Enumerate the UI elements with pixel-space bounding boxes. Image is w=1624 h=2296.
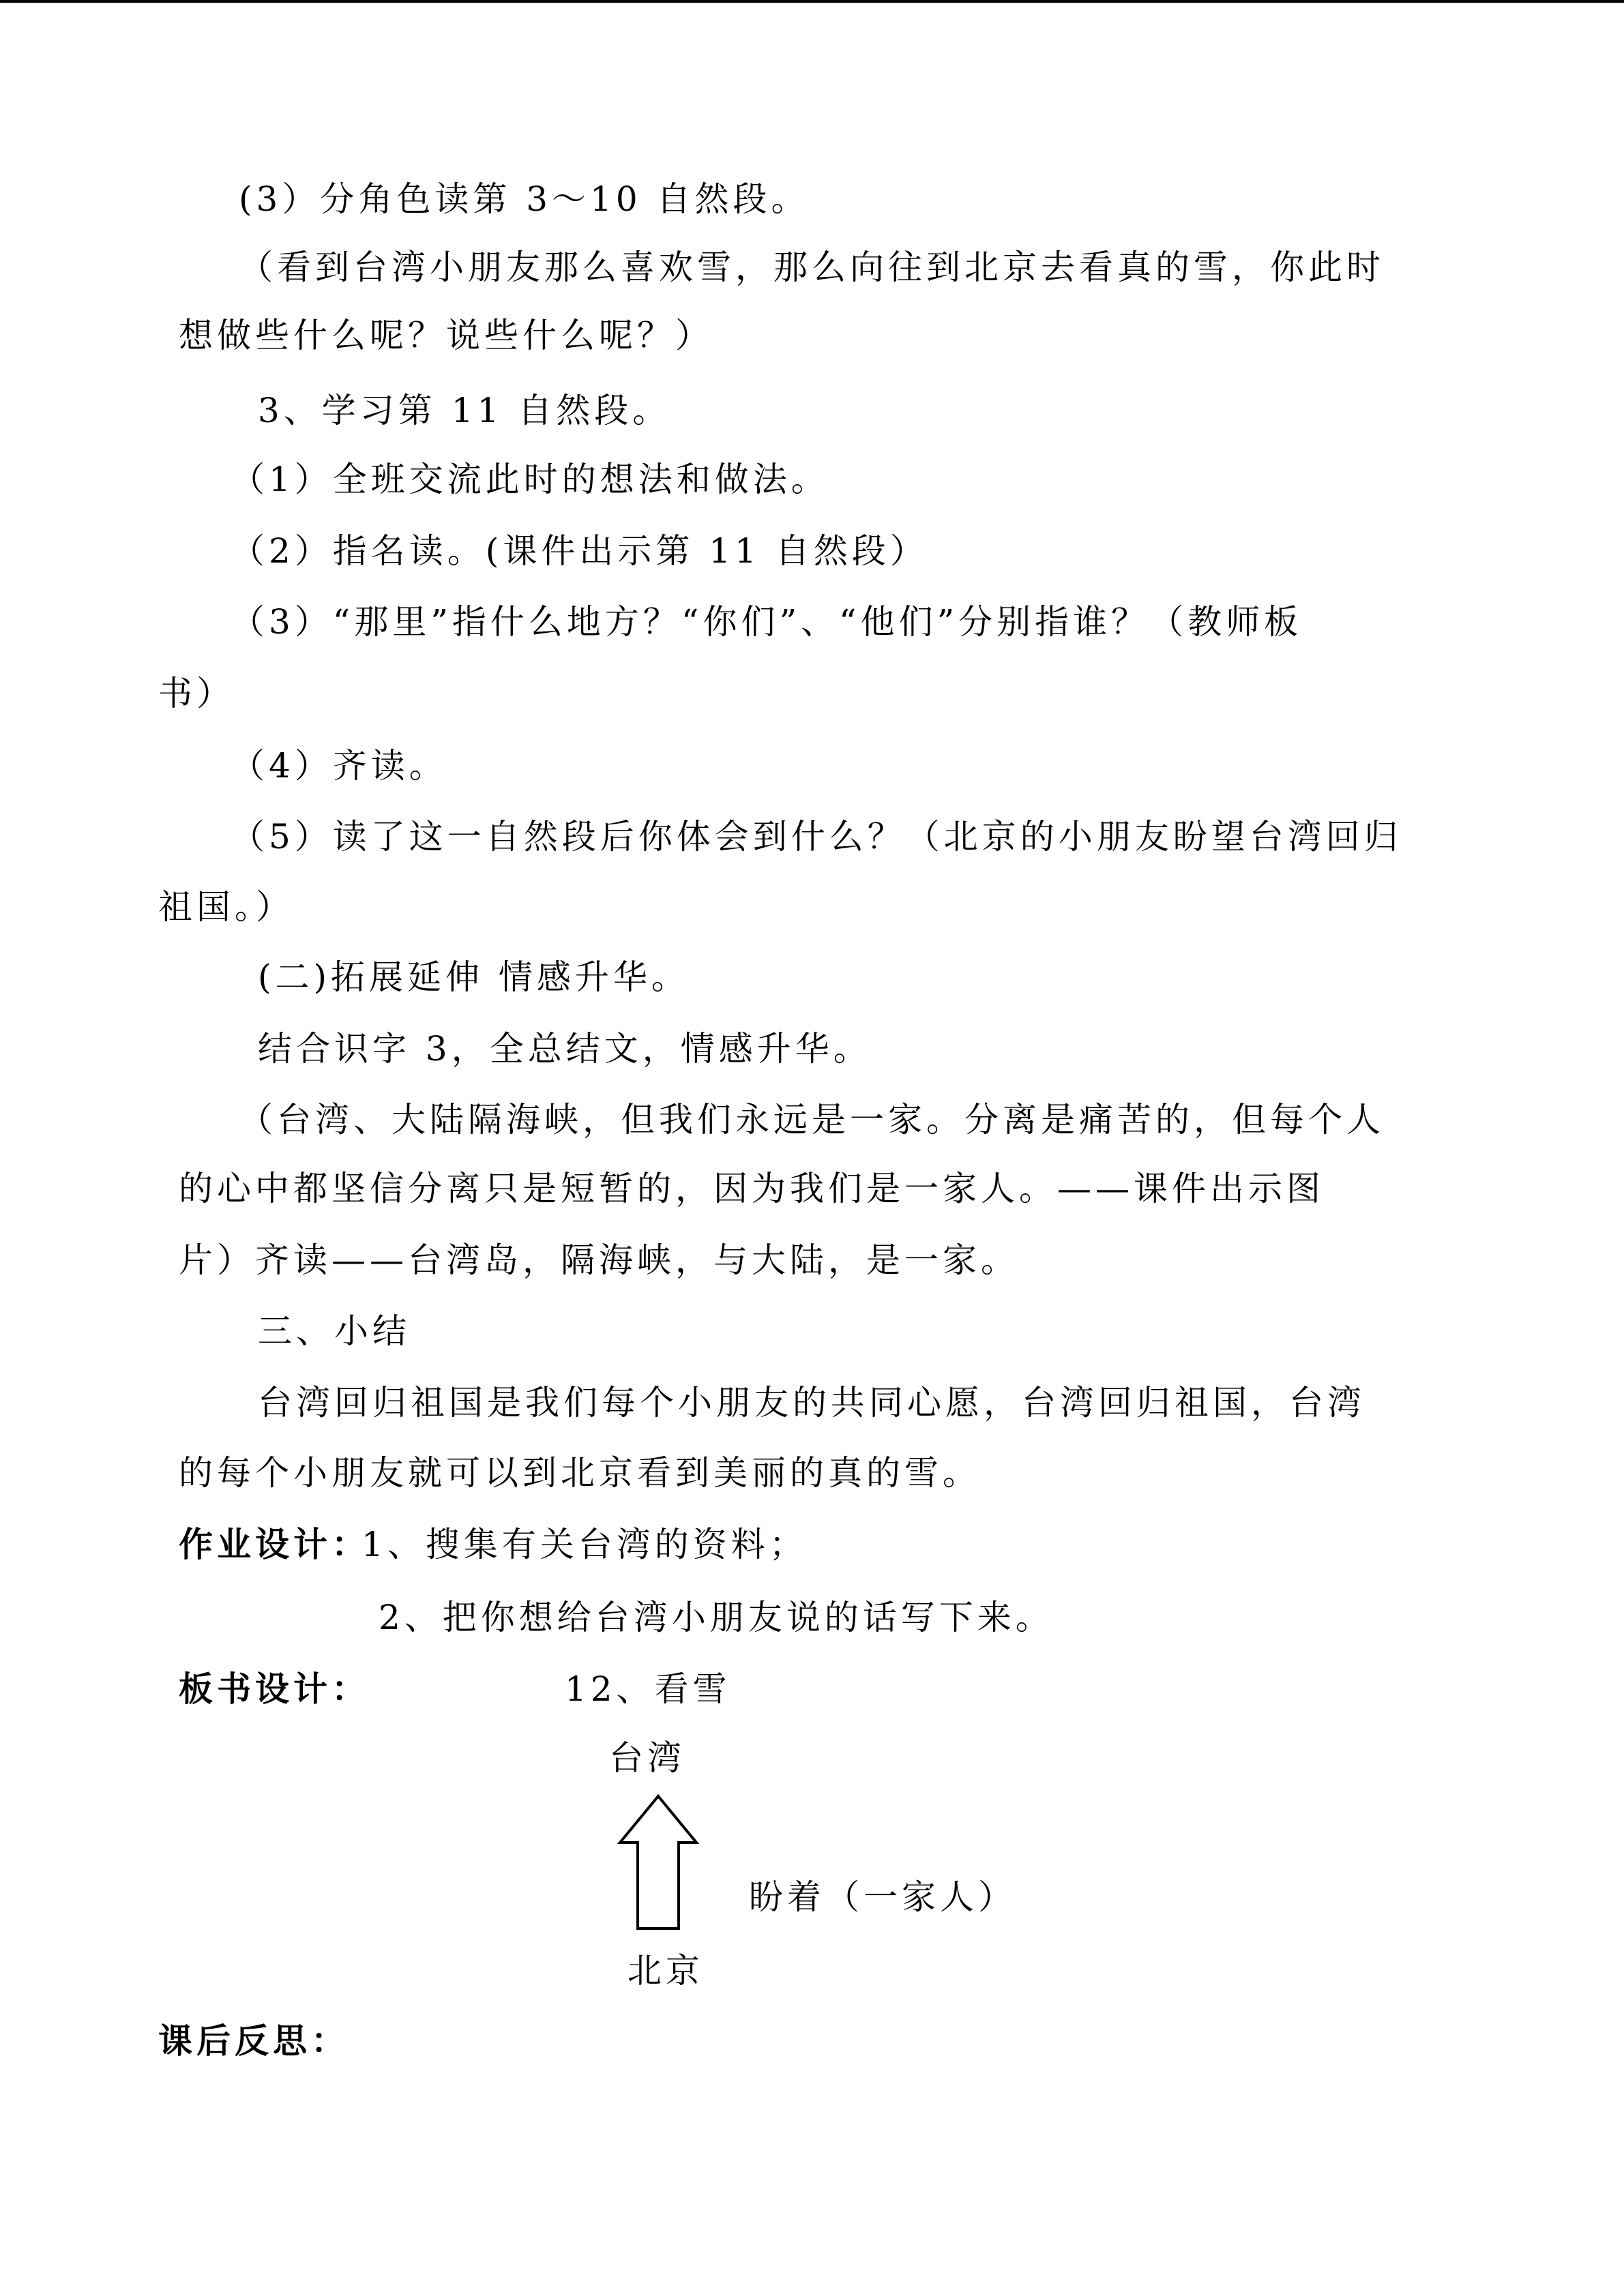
board-bottom-label: 北京 <box>628 1951 704 1991</box>
board-top-label: 台湾 <box>609 1738 685 1778</box>
text-line: 结合识字 3，全总结文，情感升华。 <box>258 1029 872 1069</box>
text-line: （3）“那里”指什么地方？“你们”、“他们”分别指谁？（教师板 <box>231 602 1303 642</box>
text-line: 3、学习第 11 自然段。 <box>258 391 671 430</box>
homework-label: 作业设计： <box>179 1524 370 1564</box>
board-design-label: 板书设计： <box>179 1669 370 1709</box>
text-line: （5）读了这一自然段后你体会到什么？（北京的小朋友盼望台湾回归 <box>231 817 1402 856</box>
text-line: 祖国。） <box>158 887 294 927</box>
text-line: 的心中都坚信分离只是短暂的，因为我们是一家人。——课件出示图 <box>179 1169 1325 1208</box>
text-line: （2）指名读。(课件出示第 11 自然段） <box>231 531 928 571</box>
section-heading: 三、小结 <box>258 1311 411 1351</box>
text-line: （4）齐读。 <box>231 746 447 786</box>
up-arrow-icon <box>617 1793 699 1930</box>
text-line: 台湾回归祖国是我们每个小朋友的共同心愿，台湾回归祖国，台湾 <box>258 1383 1365 1422</box>
text-line: （看到台湾小朋友那么喜欢雪，那么向往到北京去看真的雪，你此时 <box>239 248 1385 287</box>
reflection-label: 课后反思： <box>158 2021 349 2061</box>
text-line: 片）齐读——台湾岛，隔海峡，与大陆，是一家。 <box>179 1240 1019 1280</box>
homework-item: 2、把你想给台湾小朋友说的话写下来。 <box>379 1598 1054 1637</box>
text-line: (3）分角色读第 3～10 自然段。 <box>239 179 810 219</box>
text-line: （1）全班交流此时的想法和做法。 <box>231 460 829 499</box>
text-line: 想做些什么呢？说些什么呢？） <box>179 316 713 355</box>
board-side-label: 盼着（一家人） <box>749 1877 1016 1917</box>
homework-item: 1、搜集有关台湾的资料； <box>361 1525 808 1564</box>
text-line: 的每个小朋友就可以到北京看到美丽的真的雪。 <box>179 1453 981 1493</box>
board-title: 12、看雪 <box>565 1669 731 1709</box>
text-line: （台湾、大陆隔海峡，但我们永远是一家。分离是痛苦的，但每个人 <box>239 1100 1385 1139</box>
text-line: 书） <box>158 674 235 713</box>
top-border <box>0 0 1624 3</box>
text-line: (二)拓展延伸 情感升华。 <box>258 957 690 997</box>
